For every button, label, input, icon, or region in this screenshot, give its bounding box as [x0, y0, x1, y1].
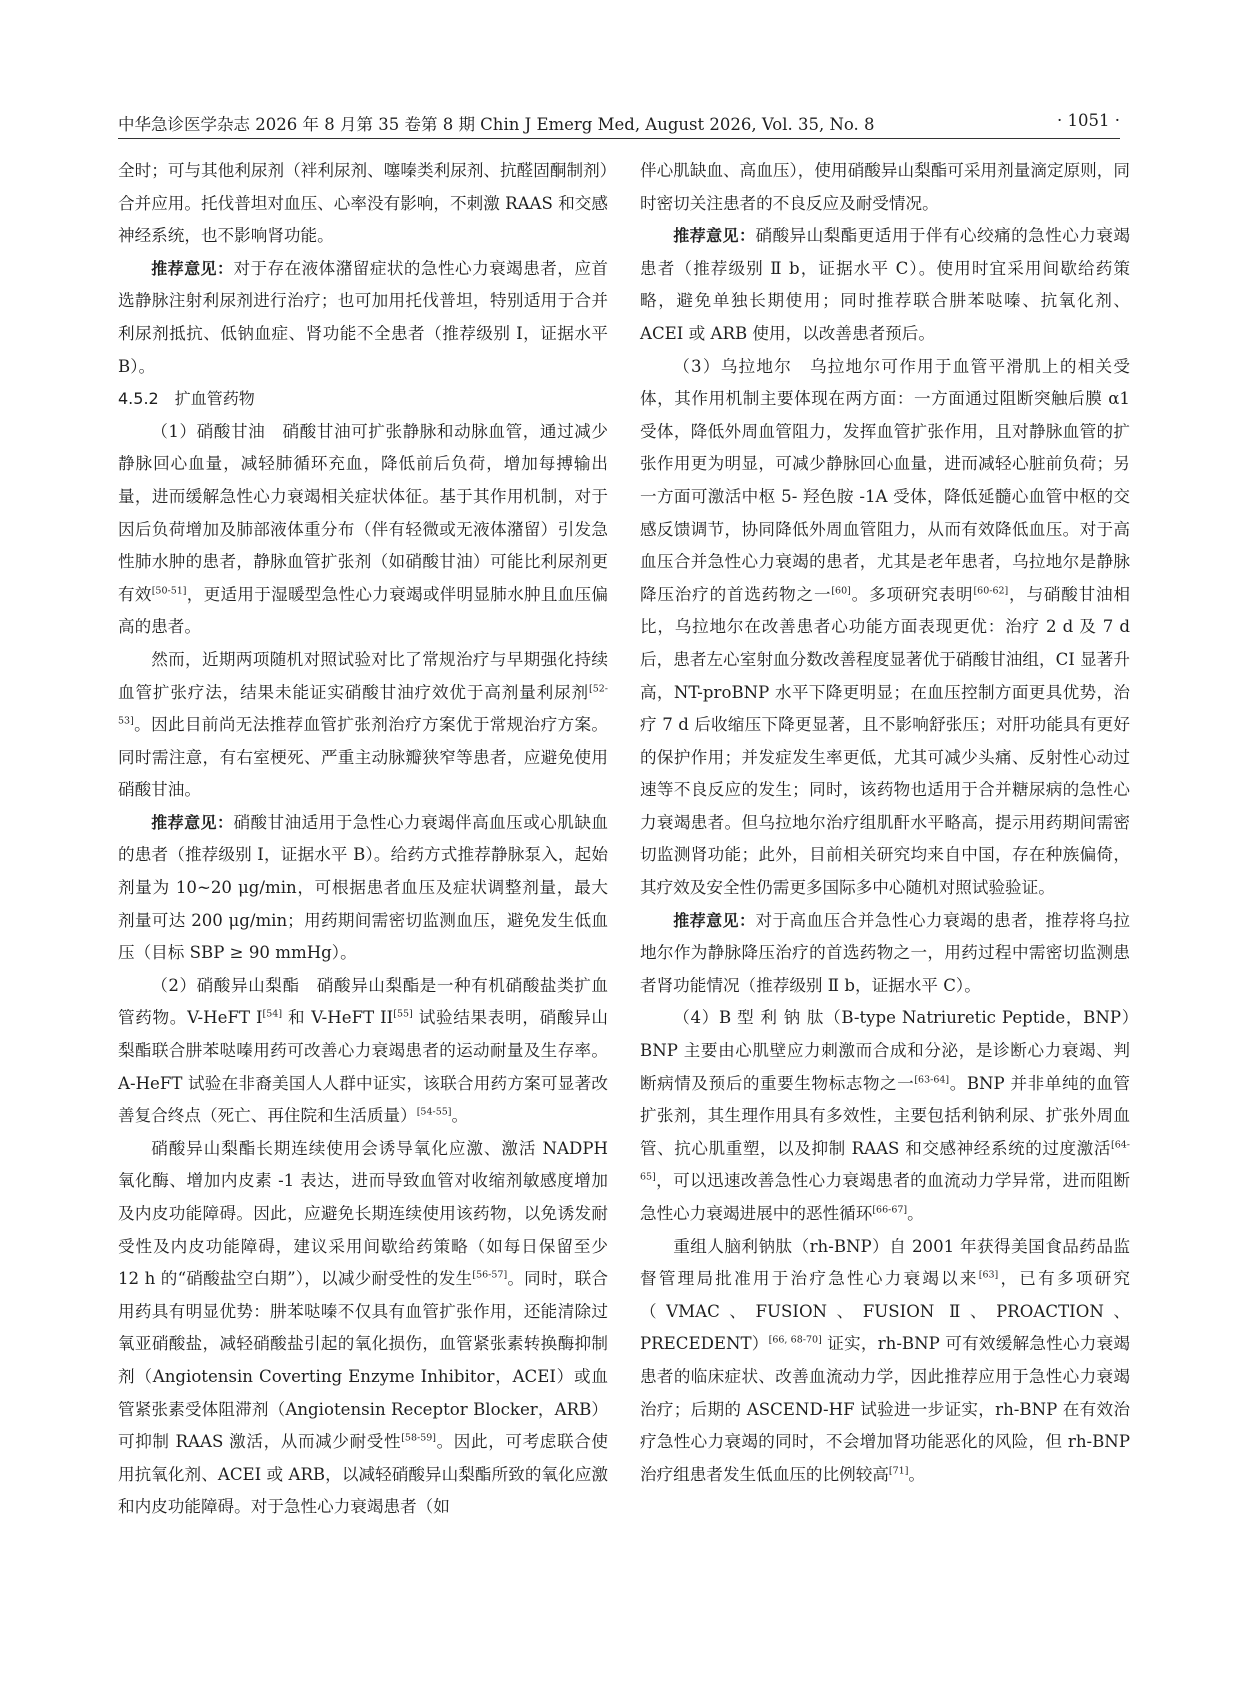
recommendation-urapidil [640, 905, 1130, 1003]
text: 重组人脑利钠肽（rh-BNP）自 2001 年获得美国食品药品监督管理局批准用于治疗急性心力衰竭以来 [640, 1236, 1130, 1289]
section-heading-text: 4.5.2 扩血管药物 [118, 389, 255, 409]
paragraph-continued: 全时；可与其他利尿剂（袢利尿剂、噻嗪类利尿剂、抗醛固酮制剂）合并应用。托伐普坦对血压、心率没有影响，不刺激 RAAS 和交感神经系统，也不影响肾功能。 [118, 161, 608, 246]
text: 。因此，可考虑联合使用抗氧化剂、ACEI 或 ARB，以减轻硝酸异山梨酯所致的氧化应激和内皮功能障碍。对于急性心力衰竭患者（如 [118, 1432, 608, 1517]
recommendation-nitroglycerin [118, 807, 608, 970]
journal-citation: 中华急诊医学杂志 2026 年 8 月第 35 卷第 8 期 Chin J Emerg Med, August 2026, Vol. 35, No. 8 [118, 115, 875, 134]
citation: [66, 68-70] [768, 1334, 822, 1346]
text: （1）硝酸甘油 硝酸甘油可扩张静脉和动脉血管，通过减少静脉回心血量，减轻肺循环充血，降低前后负荷，增加每搏输出量，进而缓解急性心力衰竭相关症状体征。基于其作用机制，对于因后负荷增加及肺部液体重分布（伴有轻微或无液体潴留）引发急性肺水肿的患者，静脉血管扩张剂（如硝酸甘油）可能比利尿剂更有效 [118, 421, 608, 604]
citation: [54-55] [416, 1106, 452, 1118]
text: ，与硝酸甘油相比，乌拉地尔在改善患者心功能方面表现更优：治疗 2 d 及 7 d 后，患者左心室射血分数改善程度显著优于硝酸甘油组，CI 显著升高，NT-proBNP 水平下降更明显；在血压控制方面更具优势，治疗 7 d 后收缩压下降更显著，且不影响舒张压；对肝功能具有更好的保护作用；并发症发生率更低，尤其可减少头痛、反射性心动过速等不良反应的发生；同时，该药物也适用于合并糖尿病的急性心力衰竭患者。但乌拉地尔治疗组肌酐水平略高，提示用药期间需密切监测肾功能；此外，目前相关研究均来自中国，存在种族偏倚，其疗效及安全性仍需更多国际多中心随机对照试验验证。 [640, 584, 1131, 898]
paragraph-nitroglycerin [118, 416, 608, 644]
recommendation-text: 硝酸甘油适用于急性心力衰竭伴高血压或心肌缺血的患者（推荐级别 Ⅰ，证据水平 B）。给药方式推荐静脉泵入，起始剂量为 10~20 μg/min，可根据患者血压及症状调整剂量，最大剂量可达 200 μg/min；用药期间需密切监测血压，避免发生低血压（目标 SBP ≥ 90 mmHg）。 [118, 812, 608, 963]
text: （4）B 型 利 钠 肽（B-type Natriuretic Peptide，BNP） BNP 主要由心肌壁应力刺激而合成和分泌，是诊断心力衰竭、判断病情及预后的重要生物标志物之一 [640, 1008, 1147, 1093]
text: 。因此目前尚无法推荐血管扩张剂治疗方案优于常规治疗方案。同时需注意，有右室梗死、严重主动脉瓣狭窄等患者，应避免使用硝酸甘油。 [118, 715, 608, 800]
recommendation-diuretics [118, 253, 608, 383]
paragraph-rh-bnp [640, 1231, 1130, 1492]
citation: [54] [262, 1008, 283, 1020]
running-header [118, 108, 1120, 139]
citation: [71] [888, 1465, 909, 1477]
text: 硝酸异山梨酯长期连续使用会诱导氧化应激、激活 NADPH 氧化酶、增加内皮素 -1 表达，进而导致血管对收缩剂敏感度增加及内皮功能障碍。因此，应避免长期连续使用该药物，以免诱发耐受性及内皮功能障碍，建议采用间歇给药策略（如每日保留至少 12 h 的“硝酸盐空白期”），以减少耐受性的发生 [118, 1138, 608, 1289]
text: ，已有多项研究（VMAC、FUSION、FUSION Ⅱ、PROACTION、PRECEDENT） [640, 1269, 1131, 1354]
text: 。同时，联合用药具有明显优势：肼苯哒嗪不仅具有血管扩张作用，还能清除过氧亚硝酸盐，减轻硝酸盐引起的氧化损伤，血管紧张素转换酶抑制剂（Angiotensin Coverting Enzyme Inhibitor，ACEI）或血管紧张素受体阻滞剂（Angiotensin Receptor Blocker，ARB）可抑制 RAAS 激活，从而减少耐受性 [118, 1269, 608, 1452]
paragraph-urapidil [640, 351, 1130, 905]
paragraph-rct [118, 644, 608, 807]
text: 证实，rh-BNP 可有效缓解急性心力衰竭患者的临床症状、改善血流动力学，因此推荐应用于急性心力衰竭治疗；后期的 ASCEND-HF 试验进一步证实，rh-BNP 在有效治疗急性心力衰竭的同时，不会增加肾功能恶化的风险，但 rh-BNP 治疗组患者发生低血压的比例较高 [640, 1334, 1131, 1484]
text: （3）乌拉地尔 乌拉地尔可作用于血管平滑肌上的相关受体，其作用机制主要体现在两方面：一方面通过阻断突触后膜 α1 受体，降低外周血管阻力，发挥血管扩张作用，且对静脉血管的扩张作用更为明显，可减少静脉回心血量，进而减轻心脏前负荷；另一方面可激活中枢 5- 羟色胺 -1A 受体，降低延髓心血管中枢的交感反馈调节，协同降低外周血管阻力，从而有效降低血压。对于高血压合并急性心力衰竭的患者，尤其是老年患者，乌拉地尔是静脉降压治疗的首选药物之一 [640, 356, 1130, 604]
citation: [52-53] [118, 682, 608, 727]
text: 然而，近期两项随机对照试验对比了常规治疗与早期强化持续血管扩张疗法，结果未能证实硝酸甘油疗效优于高剂量利尿剂 [118, 649, 608, 702]
recommendation-label: 推荐意见： [673, 226, 756, 246]
recommendation-label: 推荐意见： [673, 910, 756, 930]
citation: [60-62] [973, 585, 1009, 597]
recommendation-isosorbide [640, 220, 1130, 350]
text: （2）硝酸异山梨酯 硝酸异山梨酯是一种有机硝酸盐类扩血管药物。V-HeFT I [118, 975, 608, 1028]
text: ，可以迅速改善急性心力衰竭患者的血流动力学异常，进而阻断急性心力衰竭进展中的恶性循环 [640, 1171, 1130, 1223]
recommendation-label: 推荐意见： [151, 258, 234, 278]
text: 试验结果表明，硝酸异山梨酯联合肼苯哒嗪用药可改善心力衰竭患者的运动耐量及生存率。A-HeFT 试验在非裔美国人人群中证实，该联合用药方案可显著改善复合终点（死亡、再住院和生活质量） [118, 1008, 608, 1126]
section-heading-4-5-2 [118, 383, 608, 416]
citation: [60] [831, 585, 851, 597]
citation: [56-57] [472, 1269, 508, 1281]
recommendation-label: 推荐意见： [151, 812, 234, 832]
citation: [55] [393, 1008, 413, 1020]
text: 。 [908, 1464, 926, 1484]
citation: [66-67] [872, 1204, 908, 1216]
recommendation-text: 硝酸异山梨酯更适用于伴有心绞痛的急性心力衰竭患者（推荐级别 Ⅱ b，证据水平 C）。使用时宜采用间歇给药策略，避免单独长期使用；同时推荐联合肼苯哒嗪、抗氧化剂、ACEI 或 ARB 使用，以改善患者预后。 [640, 226, 1130, 343]
text: 。多项研究表明 [850, 584, 974, 604]
citation: [50-51] [151, 585, 187, 597]
text: 和 V-HeFT II [282, 1008, 394, 1028]
page-number: · 1051 · [1057, 111, 1120, 130]
paragraph-isosorbide [118, 970, 608, 1133]
recommendation-text: 对于高血压合并急性心力衰竭的患者，推荐将乌拉地尔作为静脉降压治疗的首选药物之一，用药过程中需密切监测患者肾功能情况（推荐级别 Ⅱ b，证据水平 C）。 [640, 910, 1130, 995]
paragraph-bnp [640, 1002, 1147, 1230]
text: 。BNP 并非单纯的血管扩张剂，其生理作用具有多效性，主要包括利钠利尿、扩张外周血管、抗心肌重塑，以及抑制 RAAS 和交感神经系统的过度激活 [640, 1073, 1131, 1158]
paragraph-isosorbide-tolerance [118, 1133, 608, 1524]
right-column [640, 155, 1147, 1491]
text: ，更适用于湿暖型急性心力衰竭或伴明显肺水肿且血压偏高的患者。 [118, 584, 608, 637]
text: 。 [451, 1106, 469, 1126]
recommendation-text: 对于存在液体潴留症状的急性心力衰竭患者，应首选静脉注射利尿剂进行治疗；也可加用托伐普坦，特别适用于合并利尿剂抵抗、低钠血症、肾功能不全患者（推荐级别 Ⅰ，证据水平 B）。 [118, 258, 608, 376]
citation: [63] [978, 1269, 999, 1281]
text: 。 [907, 1204, 924, 1223]
left-column [118, 155, 608, 1524]
citation: [63-64] [914, 1074, 950, 1086]
paragraph-continued: 伴心肌缺血、高血压），使用硝酸异山梨酯可采用剂量滴定原则，同时密切关注患者的不良反应及耐受情况。 [640, 161, 1130, 213]
citation: [64-65] [640, 1139, 1130, 1183]
citation: [58-59] [401, 1432, 436, 1444]
